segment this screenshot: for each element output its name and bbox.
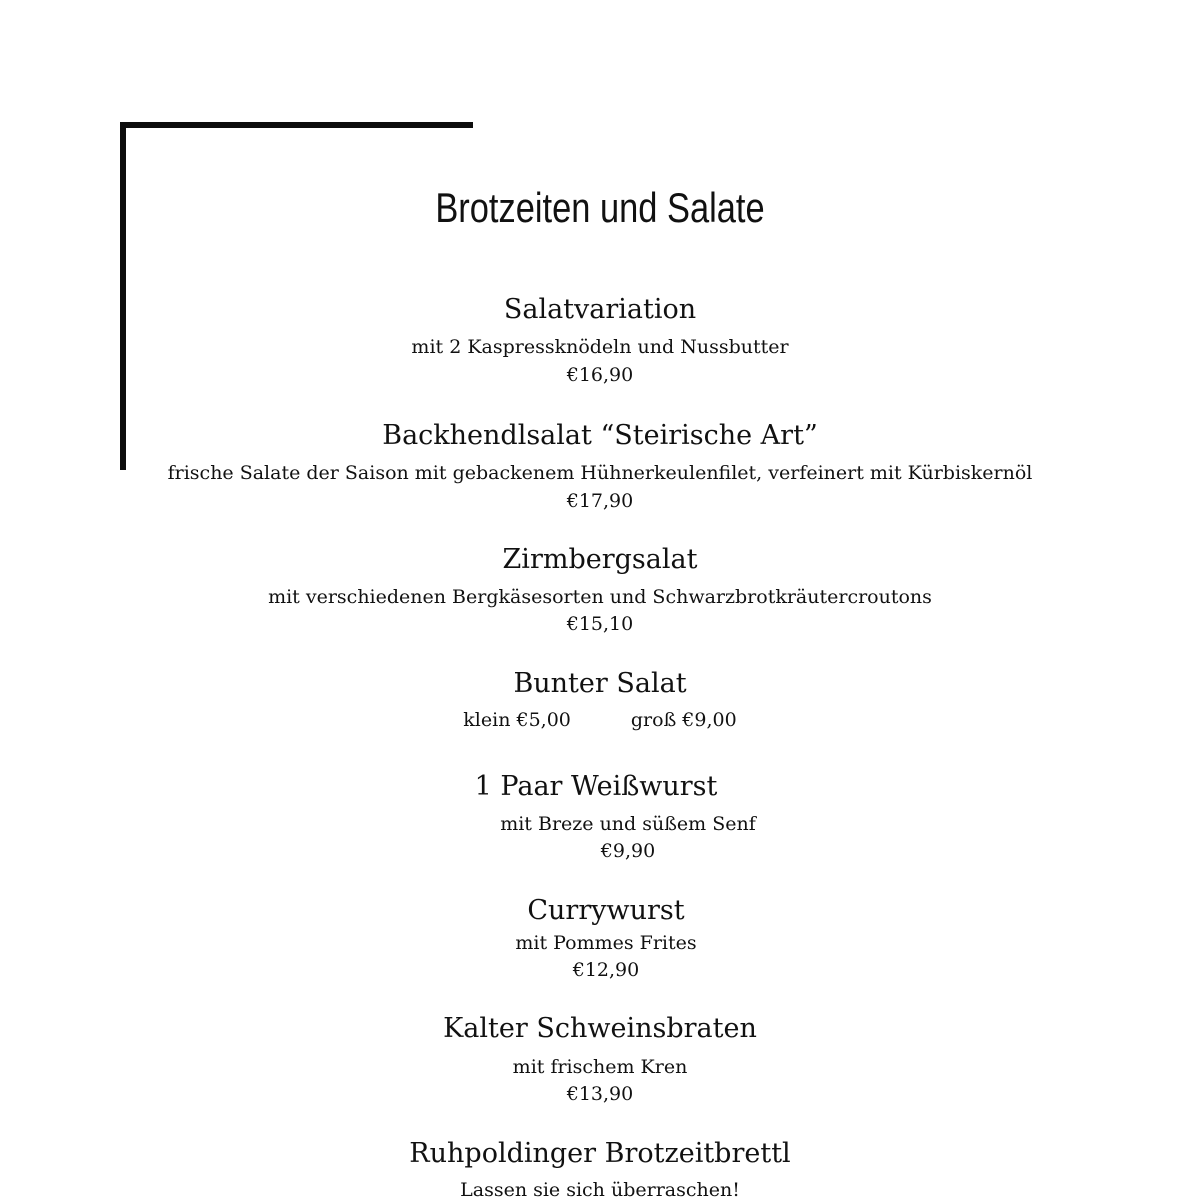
dish-price-salatvariation: €16,90 <box>566 364 634 386</box>
dish-price-weisswurst: €9,90 <box>600 840 656 862</box>
dish-desc-salatvariation: mit 2 Kaspressknödeln und Nussbutter <box>411 336 789 358</box>
price-small: klein €5,00 <box>463 709 571 731</box>
corner-frame-horizontal <box>120 122 473 128</box>
dish-name-backhendlsalat: Backhendlsalat “Steirische Art” <box>382 420 818 451</box>
dish-name-currywurst: Currywurst <box>527 895 685 926</box>
dish-desc-weisswurst: mit Breze und süßem Senf <box>500 813 756 835</box>
dish-desc-backhendlsalat: frische Salate der Saison mit gebackenem Hühnerkeulenfilet, verfeinert mit Kürbiskernöl <box>167 462 1033 484</box>
dish-name-salatvariation: Salatvariation <box>503 294 697 325</box>
dish-name-brotzeitbrettl: Ruhpoldinger Brotzeitbrettl <box>409 1138 791 1169</box>
dish-name-bunter-salat: Bunter Salat <box>513 668 687 699</box>
dish-desc-zirmbergsalat: mit verschiedenen Bergkäsesorten und Schwarzbrotkräutercroutons <box>268 586 932 608</box>
dish-price-kalter-schweinsbraten: €13,90 <box>566 1083 634 1105</box>
dish-desc-currywurst: mit Pommes Frites <box>515 932 697 954</box>
dish-desc-brotzeitbrettl: Lassen sie sich überraschen! <box>460 1179 740 1201</box>
price-large: groß €9,00 <box>630 709 737 731</box>
dish-price-zirmbergsalat: €15,10 <box>566 613 634 635</box>
page-title: Brotzeiten und Salate <box>435 184 765 231</box>
dish-name-kalter-schweinsbraten: Kalter Schweinsbraten <box>443 1013 757 1044</box>
dish-name-zirmbergsalat: Zirmbergsalat <box>502 544 698 575</box>
size-prices-bunter-salat <box>0 708 1200 732</box>
dish-price-backhendlsalat: €17,90 <box>566 490 634 512</box>
dish-price-currywurst: €12,90 <box>572 959 640 981</box>
dish-name-weisswurst: 1 Paar Weißwurst <box>474 771 718 802</box>
dish-desc-kalter-schweinsbraten: mit frischem Kren <box>512 1056 688 1078</box>
